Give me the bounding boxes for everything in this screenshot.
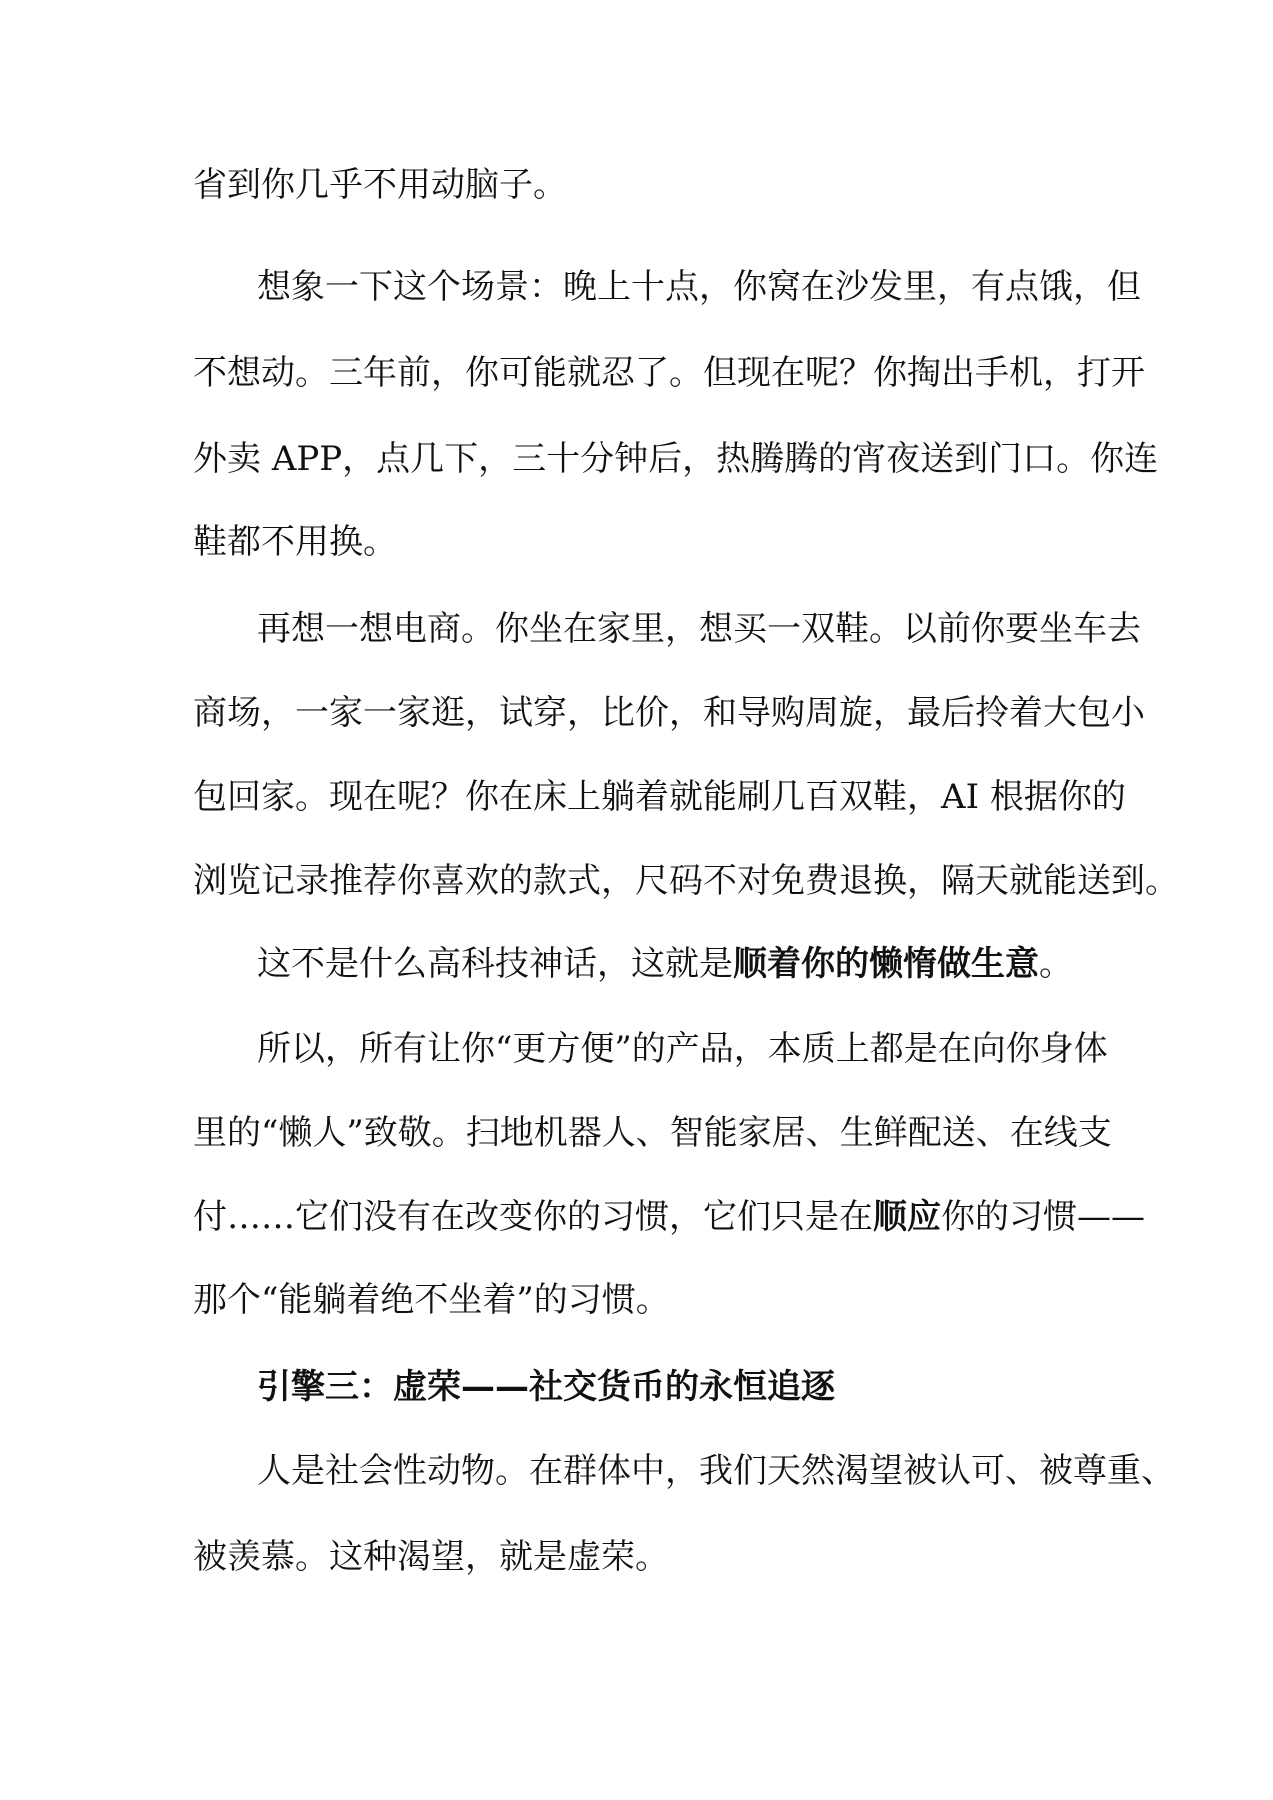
paragraph-line: 被羡慕。这种渴望，就是虚荣。 [193, 1537, 669, 1577]
plain-text: 这不是什么高科技神话，这就是 [257, 944, 733, 984]
paragraph-line: 里 的 “ 懒 人 ” 致 敬 。 扫 地 机 器 人 、 智 能 家 居 、 生 鲜 配 送 、 在 线 支 [193, 1113, 1112, 1153]
paragraph-line: 那个“能躺着绝不坐着”的习惯。 [193, 1280, 670, 1320]
paragraph-line [193, 1197, 1145, 1237]
paragraph-line: 不 想 动 。 三 年 前 ， 你 可 能 就 忍 了 。 但 现 在 呢 ？ 你 掏 出 手 机 ， 打 开 [193, 353, 1145, 393]
emphasis-text: 顺着你的懒惰做生意 [733, 944, 1039, 984]
plain-text: 付……它们没有在改变你的习惯，它们只是在 [193, 1197, 873, 1237]
paragraph-line: 再 想 一 想 电 商 。 你 坐 在 家 里 ， 想 买 一 双 鞋 。 以 前 你 要 坐 车 去 [257, 609, 1141, 649]
paragraph-line: 想 象 一 下 这 个 场 景 ： 晚 上 十 点 ， 你 窝 在 沙 发 里 ， 有 点 饿 ， 但 [257, 267, 1141, 307]
paragraph-line: 商 场 ， 一 家 一 家 逛 ， 试 穿 ， 比 价 ， 和 导 购 周 旋 ， 最 后 拎 着 大 包 小 [193, 693, 1145, 733]
paragraph-line: 外 卖 A P P ， 点 几 下 ， 三 十 分 钟 后 ， 热 腾 腾 的 宵 夜 送 到 门 口 。 你 连 [193, 439, 1159, 479]
paragraph-line: 所 以 ， 所 有 让 你 “ 更 方 便 ” 的 产 品 ， 本 质 上 都 是 在 向 你 身 体 [257, 1029, 1108, 1069]
paragraph-line: 省到你几乎不用动脑子。 [193, 165, 567, 205]
section-heading: 引擎三：虚荣——社交货币的永恒追逐 [257, 1367, 835, 1407]
paragraph-line: 浏 览 记 录 推 荐 你 喜 欢 的 款 式 ， 尺 码 不 对 免 费 退 换 ， 隔 天 就 能 送 到 。 [193, 861, 1179, 901]
emphasis-text: 顺应 [873, 1197, 941, 1237]
plain-text: 。 [1039, 944, 1073, 984]
paragraph-line: 包 回 家 。 现 在 呢 ？ 你 在 床 上 躺 着 就 能 刷 几 百 双 鞋 ， A I 根 据 你 的 [193, 777, 1126, 817]
paragraph-line: 鞋都不用换。 [193, 522, 397, 562]
paragraph-line [257, 944, 1073, 984]
plain-text: 你的习惯—— [941, 1197, 1145, 1237]
paragraph-line: 人 是 社 会 性 动 物 。 在 群 体 中 ， 我 们 天 然 渴 望 被 认 可 、 被 尊 重 、 [257, 1451, 1175, 1491]
